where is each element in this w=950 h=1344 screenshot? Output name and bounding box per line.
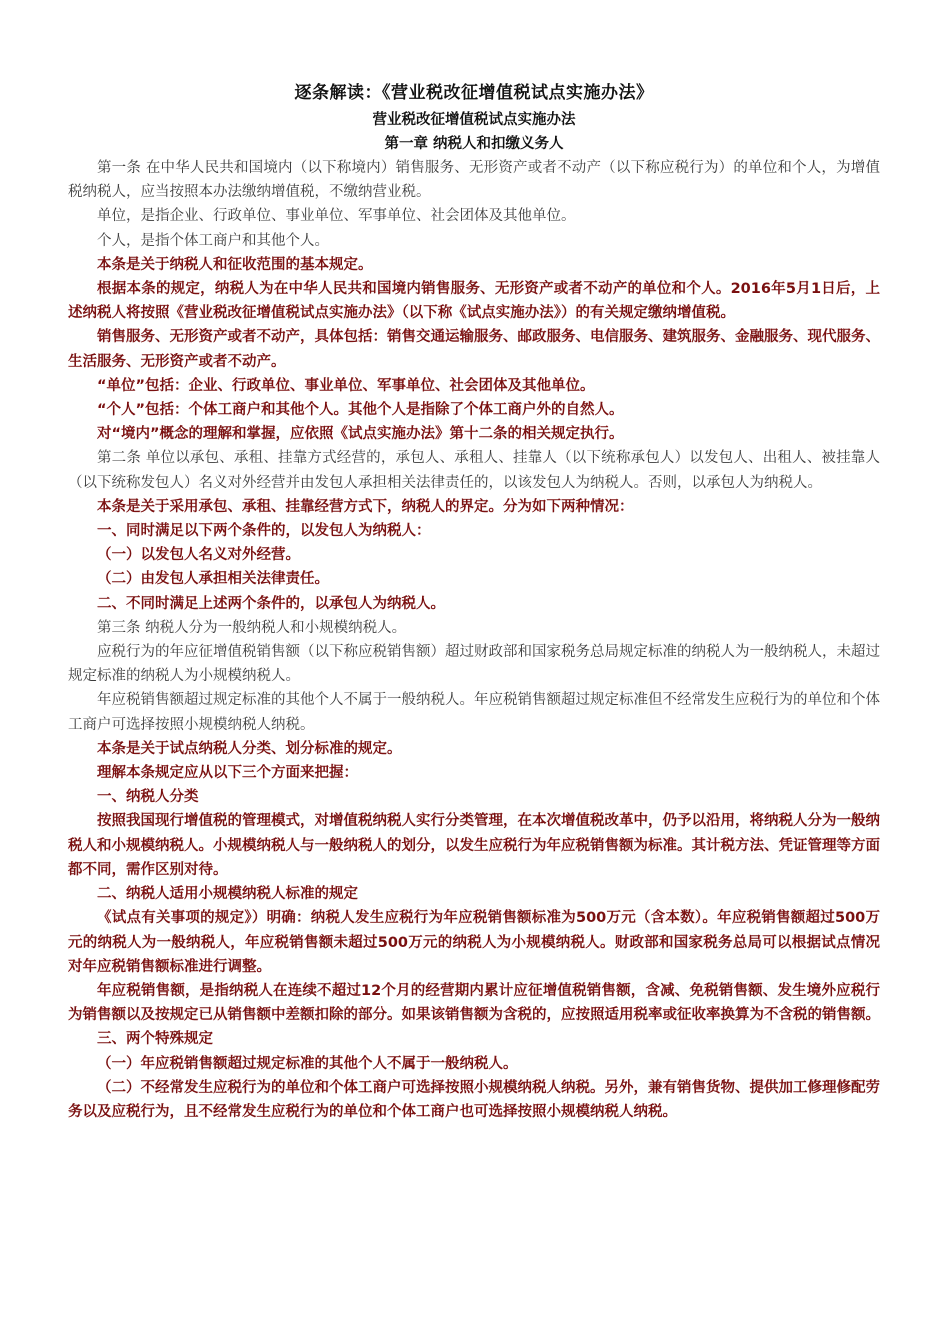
- article-paragraph: 年应税销售额超过规定标准的其他个人不属于一般纳税人。年应税销售额超过规定标准但不经常发生应税行为的单位和个体工商户可选择按照小规模纳税人纳税。: [68, 692, 880, 733]
- article-paragraph: 第三条 纳税人分为一般纳税人和小规模纳税人。: [97, 619, 407, 636]
- article-paragraph: 应税行为的年应征增值税销售额（以下称应税销售额）超过财政部和国家税务总局规定标准的纳税人为一般纳税人，未超过规定标准的纳税人为小规模纳税人。: [68, 644, 880, 685]
- article-paragraph: 个人，是指个体工商户和其他个人。: [97, 232, 329, 249]
- chapter-heading: 第一章 纳税人和扣缴义务人: [384, 136, 564, 152]
- commentary-paragraph: “单位”包括：企业、行政单位、事业单位、军事单位、社会团体及其他单位。: [97, 377, 595, 394]
- commentary-paragraph: （一）年应税销售额超过规定标准的其他个人不属于一般纳税人。: [97, 1055, 518, 1072]
- commentary-paragraph: 对“境内”概念的理解和掌握，应依照《试点实施办法》第十二条的相关规定执行。: [97, 426, 624, 443]
- commentary-paragraph: （一）以发包人名义对外经营。: [97, 547, 300, 564]
- document-subtitle: 营业税改征增值税试点实施办法: [372, 112, 576, 128]
- commentary-paragraph: （二）不经常发生应税行为的单位和个体工商户可选择按照小规模纳税人纳税。另外，兼有销售货物、提供加工修理修配劳务以及应税行为，且不经常发生应税行为的单位和个体工商户也可选择按照小规模纳税人纳税。: [68, 1079, 880, 1120]
- commentary-paragraph: 三、两个特殊规定: [97, 1031, 213, 1048]
- document-body: [68, 156, 880, 1124]
- commentary-paragraph: （二）由发包人承担相关法律责任。: [97, 571, 329, 588]
- commentary-paragraph: 本条是关于采用承包、承租、挂靠经营方式下，纳税人的界定。分为如下两种情况：: [97, 498, 634, 515]
- commentary-paragraph: 本条是关于试点纳税人分类、划分标准的规定。: [97, 740, 402, 757]
- commentary-paragraph: 二、纳税人适用小规模纳税人标准的规定: [97, 886, 358, 903]
- document-title: 逐条解读：《营业税改征增值税试点实施办法》: [294, 83, 654, 103]
- commentary-paragraph: 销售服务、无形资产或者不动产，具体包括：销售交通运输服务、邮政服务、电信服务、建筑服务、金融服务、现代服务、生活服务、无形资产或者不动产。: [68, 329, 880, 370]
- commentary-paragraph: 一、同时满足以下两个条件的，以发包人为纳税人：: [97, 523, 431, 540]
- commentary-paragraph: 根据本条的规定，纳税人为在中华人民共和国境内销售服务、无形资产或者不动产的单位和个人。2016年5月1日后，上述纳税人将按照《营业税改征增值税试点实施办法》（以下称《试点实施办法》）的有关规定缴纳增值税。: [68, 281, 880, 322]
- commentary-paragraph: “个人”包括：个体工商户和其他个人。其他个人是指除了个体工商户外的自然人。: [97, 402, 624, 419]
- commentary-paragraph: 二、不同时满足上述两个条件的，以承包人为纳税人。: [97, 595, 445, 612]
- commentary-paragraph: 理解本条规定应从以下三个方面来把握：: [97, 765, 358, 782]
- article-paragraph: 第一条 在中华人民共和国境内（以下称境内）销售服务、无形资产或者不动产（以下称应税行为）的单位和个人，为增值税纳税人，应当按照本办法缴纳增值税，不缴纳营业税。: [68, 160, 880, 201]
- commentary-paragraph: 《试点有关事项的规定》）明确：纳税人发生应税行为年应税销售额标准为500万元（含本数）。年应税销售额超过500万元的纳税人为一般纳税人，年应税销售额未超过500万元的纳税人为小规模纳税人。财政部和国家税务总局可以根据试点情况对年应税销售额标准进行调整。: [68, 910, 880, 975]
- commentary-paragraph: 一、纳税人分类: [97, 789, 199, 806]
- article-paragraph: 单位，是指企业、行政单位、事业单位、军事单位、社会团体及其他单位。: [97, 208, 576, 225]
- commentary-paragraph: 年应税销售额，是指纳税人在连续不超过12个月的经营期内累计应征增值税销售额，含减、免税销售额、发生境外应税行为销售额以及按规定已从销售额中差额扣除的部分。如果该销售额为含税的，应按照适用税率或征收率换算为不含税的销售额。: [68, 982, 880, 1024]
- article-paragraph: 第二条 单位以承包、承租、挂靠方式经营的，承包人、承租人、挂靠人（以下统称承包人）以发包人、出租人、被挂靠人（以下统称发包人）名义对外经营并由发包人承担相关法律责任的，以该发包人为纳税人。否则，以承包人为纳税人。: [68, 450, 880, 491]
- commentary-paragraph: 本条是关于纳税人和征收范围的基本规定。: [97, 256, 373, 273]
- commentary-paragraph: 按照我国现行增值税的管理模式，对增值税纳税人实行分类管理，在本次增值税改革中，仍予以沿用，将纳税人分为一般纳税人和小规模纳税人。小规模纳税人与一般纳税人的划分，以发生应税行为年应税销售额为标准。其计税方法、凭证管理等方面都不同，需作区别对待。: [68, 813, 880, 878]
